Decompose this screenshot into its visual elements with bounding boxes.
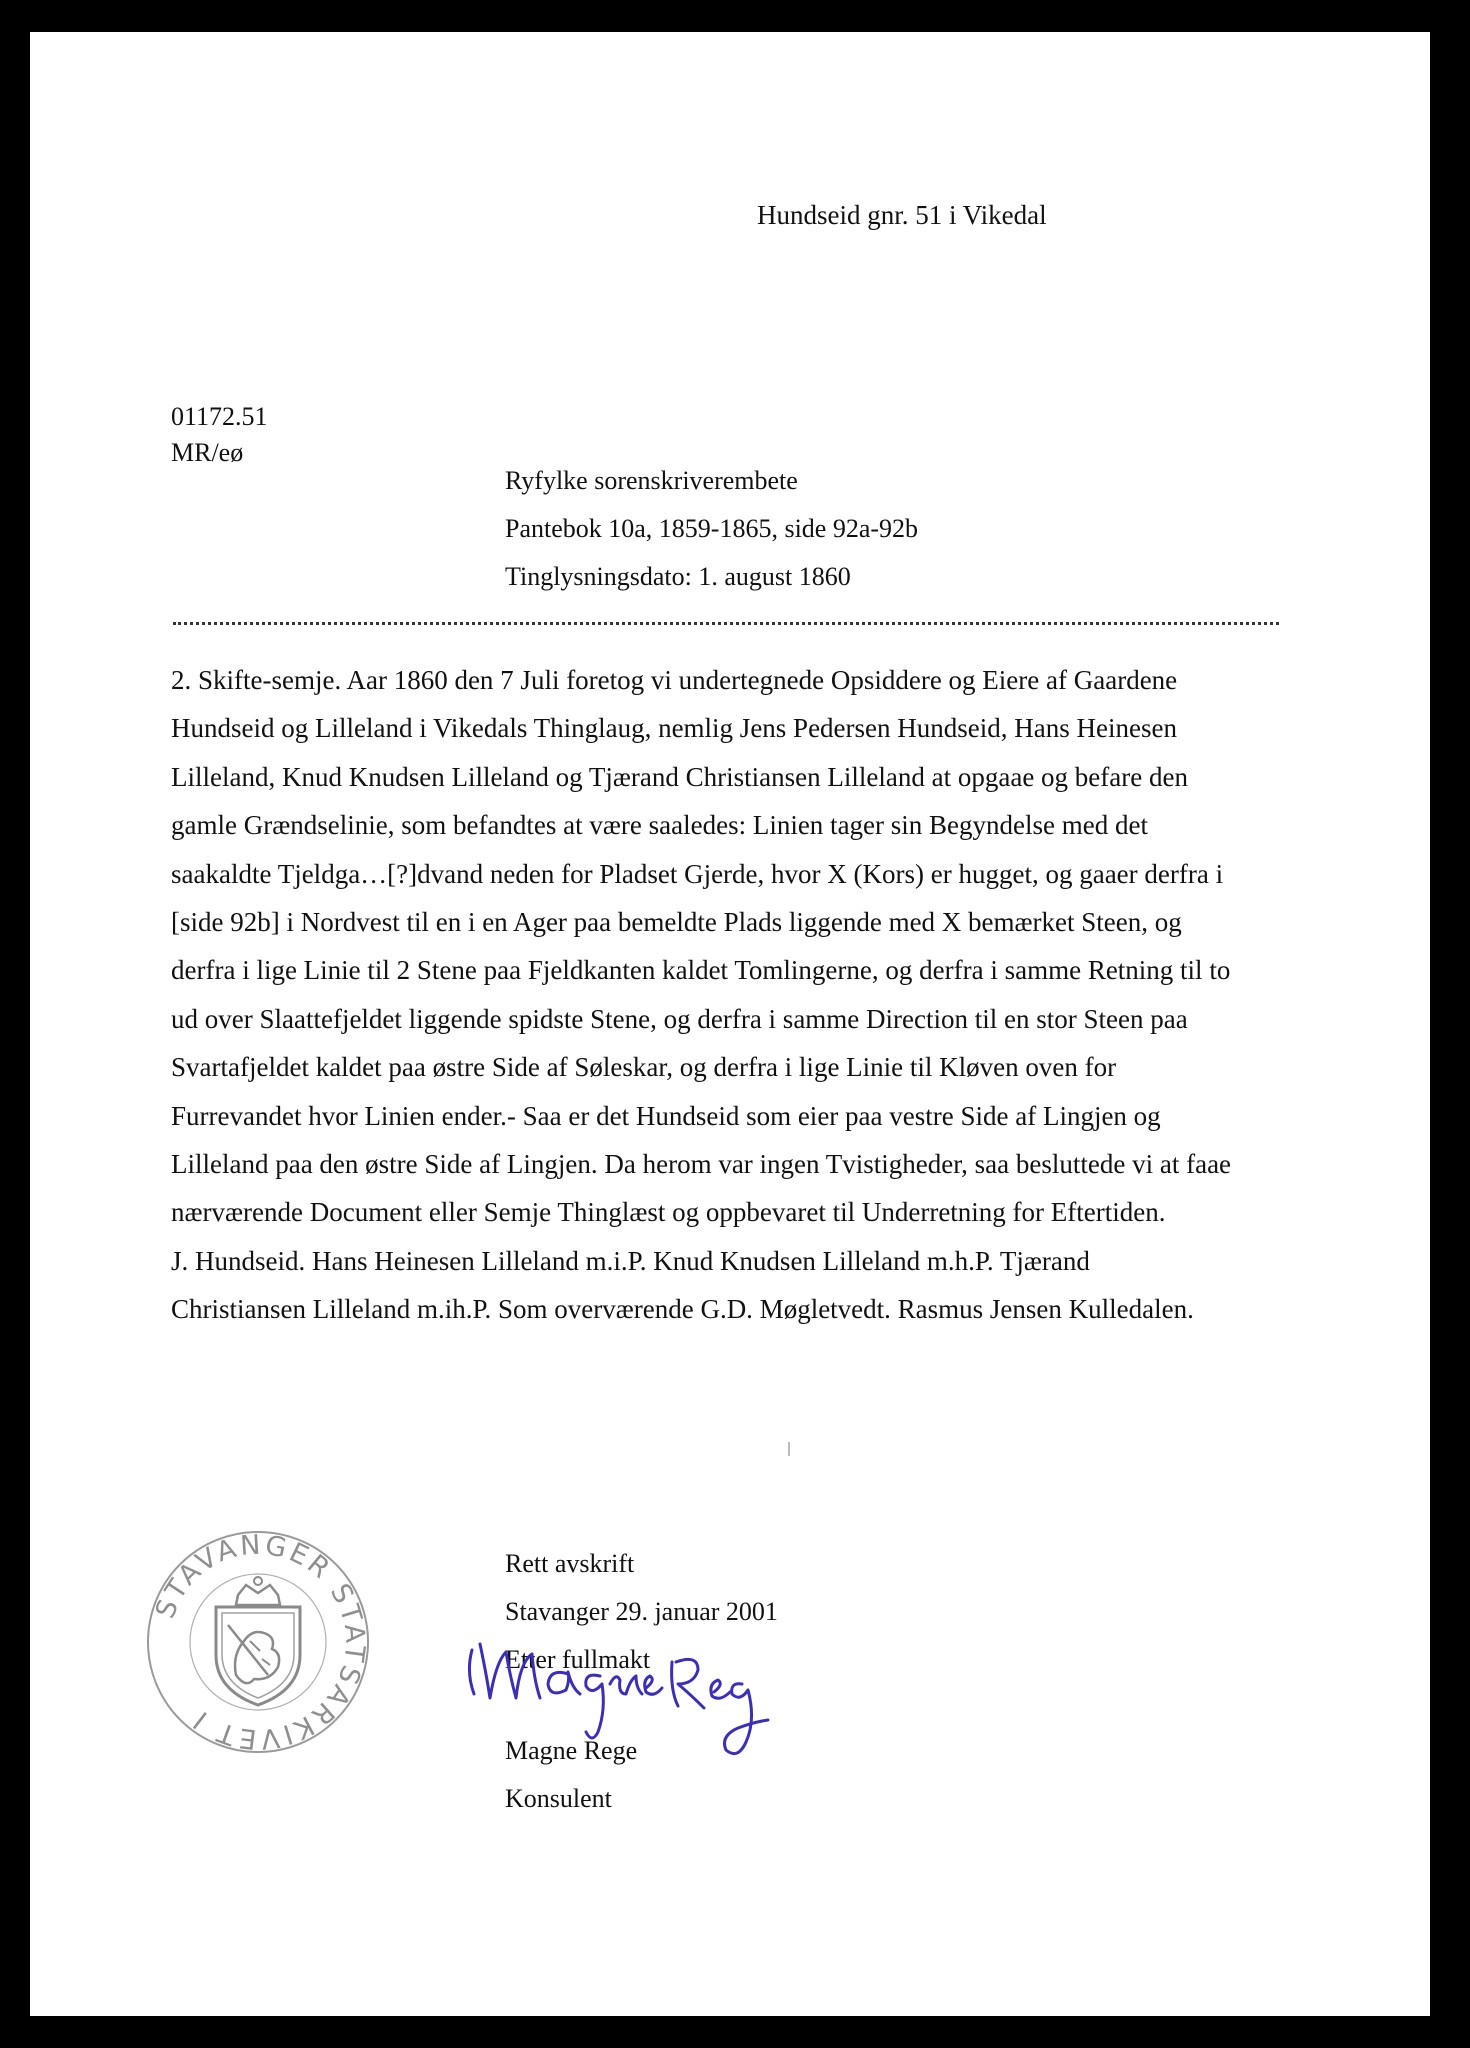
- body-line: Svartafjeldet kaldet paa østre Side af Søleskar, og derfra i lige Linie til Kløven oven for: [171, 1052, 1117, 1083]
- signer-name: Magne Rege: [505, 1736, 638, 1765]
- body-line: Christiansen Lilleland m.ih.P. Som overværende G.D. Møgletvedt. Rasmus Jensen Kulledalen.: [171, 1294, 1194, 1325]
- body-line: 2. Skifte-semje. Aar 1860 den 7 Juli foretog vi undertegnede Opsiddere og Eiere af Gaardene: [171, 665, 1178, 695]
- body-line: J. Hundseid. Hans Heinesen Lilleland m.i.P. Knud Knudsen Lilleland m.h.P. Tjærand: [171, 1245, 1090, 1276]
- body-line: [side 92b] i Nordvest til en i en Ager paa bemeldte Plads liggende med X bemærket Steen, og: [171, 907, 1182, 938]
- source-office: Ryfylke sorenskriverembete: [505, 466, 798, 495]
- body-line: ud over Slaattefjeldet liggende spidste Stene, og derfra i samme Direction til en stor Steen paa: [171, 1003, 1188, 1034]
- body-line: gamle Grændselinie, som befandtes at være saaledes: Linien tager sin Begyndelse med det: [171, 810, 1148, 841]
- signer-title: Konsulent: [505, 1784, 612, 1813]
- closing-place-date: Stavanger 29. januar 2001: [505, 1597, 778, 1626]
- body-line: saakaldte Tjeldga…[?]dvand neden for Pladset Gjerde, hvor X (Kors) er hugget, og gaaer derfra i: [171, 858, 1224, 889]
- archive-seal-icon: [143, 1527, 373, 1757]
- svg-text:STAVANGER STATSARKIVET I: [150, 1529, 371, 1754]
- transcription-body: [171, 656, 1301, 1334]
- body-line: Hundseid og Lilleland i Vikedals Thinglaug, nemlig Jens Pedersen Hundseid, Hans Heinesen: [171, 713, 1177, 744]
- closing-authority: Etter fullmakt: [505, 1645, 651, 1674]
- source-book: Pantebok 10a, 1859-1865, side 92a-92b: [505, 514, 919, 543]
- coat-of-arms-icon: [216, 1577, 300, 1705]
- closing-copy-note: Rett avskrift: [505, 1549, 635, 1578]
- body-line: Furrevandet hvor Linien ender.- Saa er det Hundseid som eier paa vestre Side af Lingjen og: [171, 1100, 1161, 1131]
- body-line: nærværende Document eller Semje Thinglæst og oppbevaret til Underretning for Eftertiden.: [171, 1197, 1166, 1228]
- body-line: Lilleland paa den østre Side af Lingjen. Da herom var ingen Tvistigheder, saa besluttede vi at faae: [171, 1149, 1232, 1180]
- document-heading: Hundseid gnr. 51 i Vikedal: [757, 200, 1047, 230]
- scan-mark: [788, 1442, 790, 1456]
- body-line: derfra i lige Linie til 2 Stene paa Fjeldkanten kaldet Tomlingerne, og derfra i samme Retning til to: [171, 955, 1231, 986]
- reference-code: 01172.51: [171, 402, 268, 431]
- dotted-separator: [173, 622, 1279, 625]
- reference-initials: MR/eø: [171, 438, 244, 467]
- body-line: Lilleland, Knud Knudsen Lilleland og Tjærand Christiansen Lilleland at opgaae og befare den: [171, 761, 1188, 792]
- document-page: [30, 32, 1430, 2016]
- seal-text: STAVANGER STATSARKIVET I: [149, 1529, 371, 1755]
- signer-block: [505, 1727, 637, 1823]
- source-date: Tinglysningsdato: 1. august 1860: [505, 562, 851, 591]
